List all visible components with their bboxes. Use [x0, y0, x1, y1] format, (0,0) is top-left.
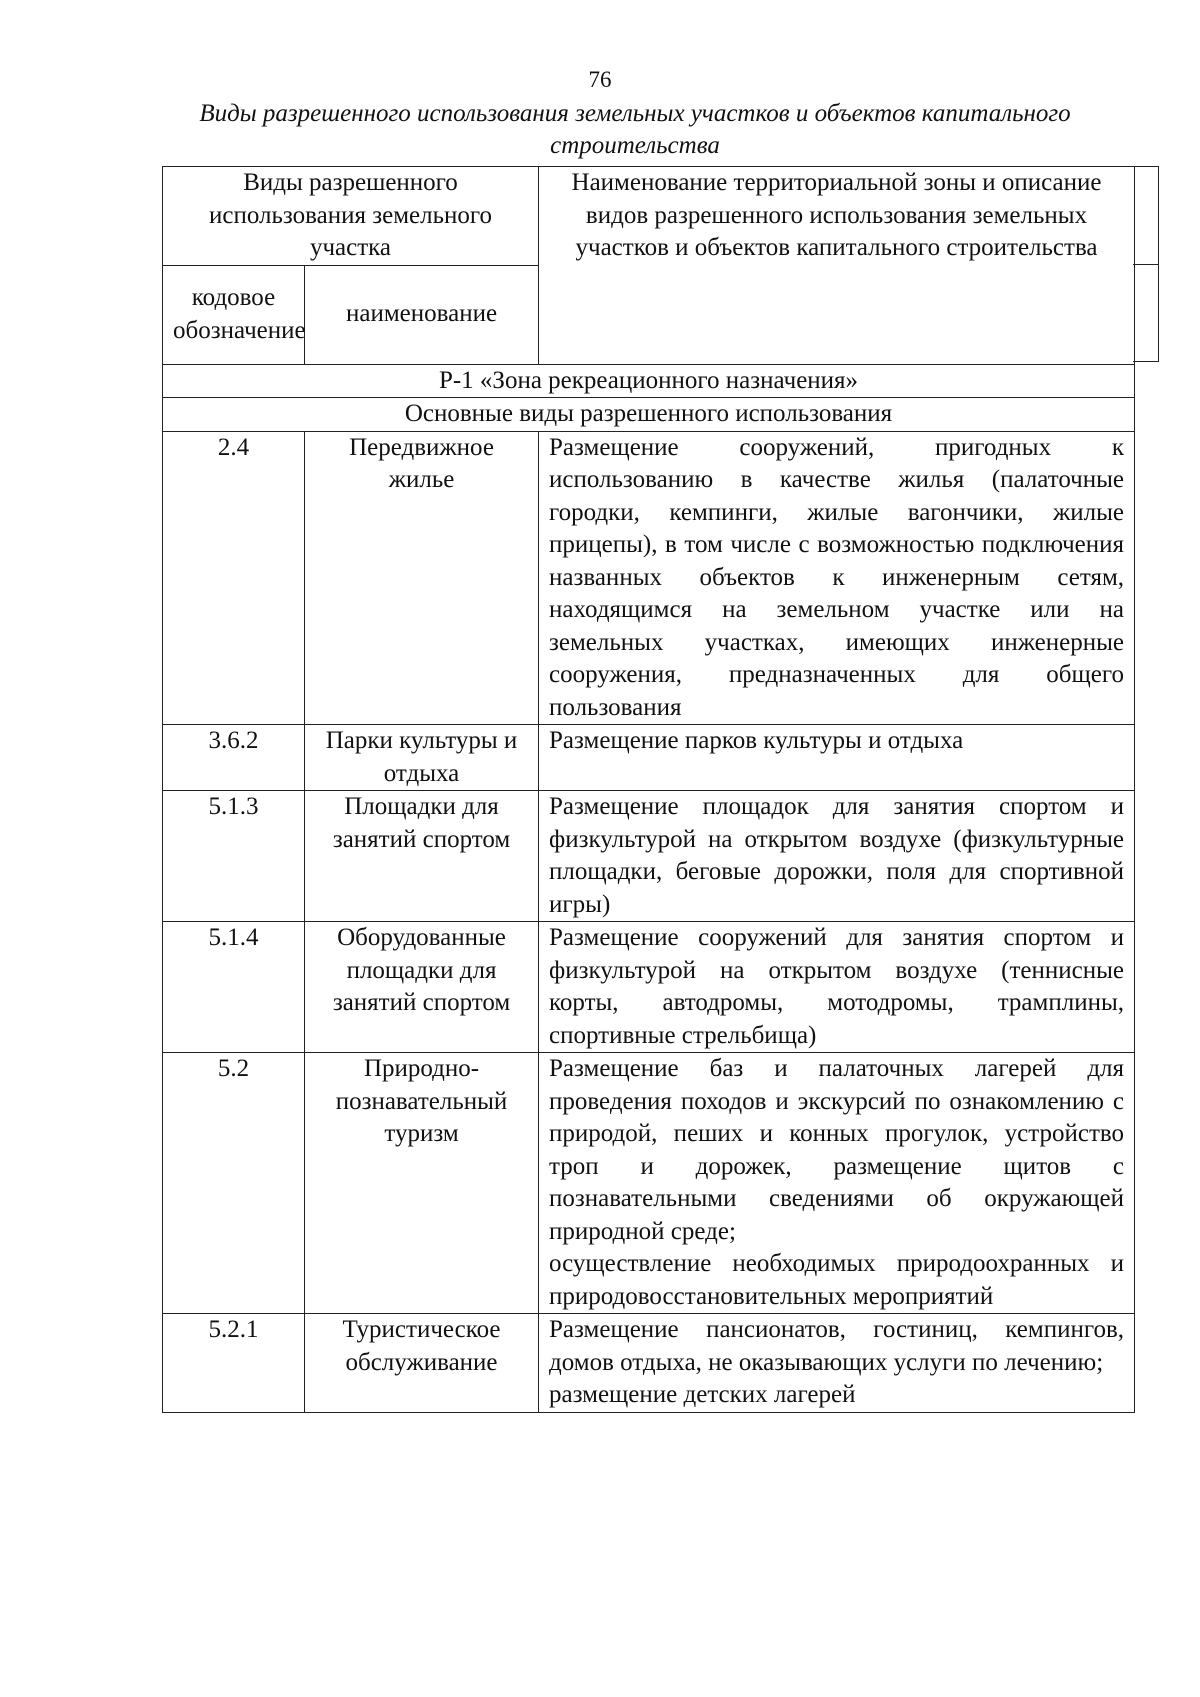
table-row — [163, 1053, 1135, 1314]
table-caption: Виды разрешенного использования земельных участков и объектов капитального строительства — [199, 100, 1071, 159]
row-name: Оборудованные площадки для занятий спортом — [305, 922, 539, 1053]
table-row — [163, 791, 1135, 922]
row-description — [539, 1314, 1135, 1413]
row-description — [539, 1053, 1135, 1314]
table-row — [163, 922, 1135, 1053]
row-code: 5.1.4 — [163, 922, 305, 1053]
row-code: 5.2.1 — [163, 1314, 305, 1413]
table-row — [163, 725, 1135, 791]
description-paragraph: Размещение баз и палаточных лагерей для проведения походов и экскурсий по ознакомлению с природой, пеших и конных прогулок, устройство троп и дорожек, размещение щитов с познавательными сведениями об окружающей природной среде; — [549, 1055, 1125, 1245]
description-paragraph: осуществление необходимых природоохранных и природовосстановительных мероприятий — [549, 1250, 1125, 1310]
description-paragraph: Размещение площадок для занятия спортом и физкультурой на открытом воздухе (физкультурные площадки, беговые дорожки, поля для спортивной игры) — [549, 793, 1125, 918]
table-edge-column — [1133, 166, 1159, 362]
description-paragraph: Размещение сооружений для занятия спортом и физкультурой на открытом воздухе (теннисные корты, автодромы, мотодромы, трамплины, спортивные стрельбища) — [549, 924, 1125, 1049]
header-code: кодовое обозначение — [163, 265, 305, 364]
row-code: 5.1.3 — [163, 791, 305, 922]
description-paragraph: Размещение пансионатов, гостиниц, кемпингов, домов отдыха, не оказывающих услуги по лечению; — [549, 1316, 1125, 1376]
row-code: 2.4 — [163, 431, 305, 725]
row-name: Парки культуры и отдыха — [305, 725, 539, 791]
table-row — [163, 431, 1135, 725]
table-row — [163, 1314, 1135, 1413]
row-code: 3.6.2 — [163, 725, 305, 791]
row-description — [539, 431, 1135, 725]
row-description — [539, 922, 1135, 1053]
description-paragraph: Размещение сооружений, пригодных к использованию в качестве жилья (палаточные городки, кемпинги, жилые вагончики, жилые прицепы), в том числе с возможностью подключения названных объектов к инженерным сетям, находящимся на земельном участке или на земельных участках, имеющих инженерные сооружения, предназначенных для общего пользования — [549, 433, 1125, 721]
page-number: 76 — [588, 67, 612, 92]
row-name: Передвижное жилье — [305, 431, 539, 725]
description-paragraph: размещение детских лагерей — [549, 1381, 856, 1408]
zone-title: Р-1 «Зона рекреационного назначения» — [163, 364, 1135, 398]
header-description: Наименование территориальной зоны и описание видов разрешенного использования земельных участков и объектов капитального строительства — [539, 167, 1135, 365]
row-description — [539, 791, 1135, 922]
row-code: 5.2 — [163, 1053, 305, 1314]
section-title: Основные виды разрешенного использования — [163, 398, 1135, 432]
header-group: Виды разрешенного использования земельного участка — [163, 167, 539, 266]
row-name: Площадки для занятий спортом — [305, 791, 539, 922]
land-use-table — [162, 166, 1135, 1413]
row-name: Туристическое обслуживание — [305, 1314, 539, 1413]
header-name: наименование — [305, 265, 539, 364]
row-name: Природно-познавательный туризм — [305, 1053, 539, 1314]
row-description — [539, 725, 1135, 791]
description-paragraph: Размещение парков культуры и отдыха — [549, 727, 964, 754]
